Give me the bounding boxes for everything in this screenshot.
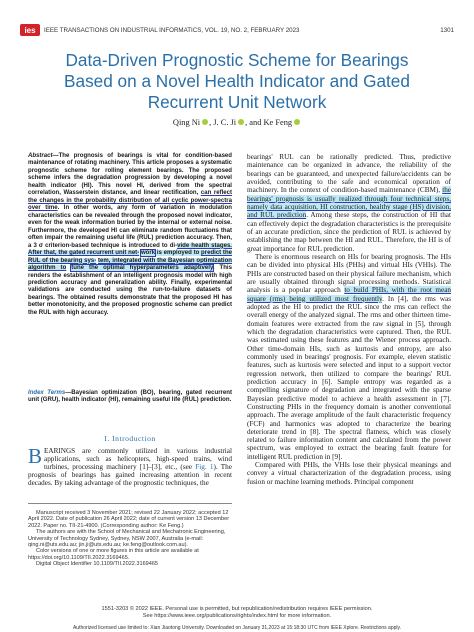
right-column-text: [247, 153, 451, 486]
paragraph: [247, 153, 451, 253]
index-terms-label: Index Terms: [28, 390, 66, 396]
license-notice: Authorized licensed use limited to: Xian Jiaotong University. Downloaded on January 31,2023 at 15:18:30 UTC from IEEE Xplore. Restrictions apply.: [72, 625, 402, 631]
title-line-2: Based on a Novel Health Indicator and Gated: [64, 71, 410, 91]
orcid-icon[interactable]: [202, 119, 208, 125]
copyright-notice: [20, 606, 454, 619]
paragraph: Compared with PHIs, the VHIs lose their physical meanings and convey a virtual characterization of the degradation process, using fusion or machine learning methods. Principal component: [247, 461, 451, 486]
page-number: 1301: [440, 27, 454, 34]
orcid-icon[interactable]: [238, 119, 244, 125]
footnote-doi: Digital Object Identifier 10.1109/TII.2022.3169465: [36, 561, 159, 568]
intro-paragraph: [28, 444, 232, 487]
index-terms: [28, 390, 232, 405]
title-line-3: Recurrent Unit Network: [147, 92, 327, 112]
journal-name: IEEE TRANSACTIONS ON INDUSTRIAL INFORMATICS, VOL. 19, NO. 2, FEBRUARY 2023: [44, 27, 300, 34]
index-terms-text: —Bayesian optimization (BO), bearing, gated recurrent unit (GRU), health indicator (HI), remaining useful life (RUL) prediction.: [28, 390, 232, 404]
author-name: , and Ke Feng: [245, 118, 293, 127]
abstract-text: —The prognosis of bearings is vital for condition-based maintenance of rotating machinery. This article proposes a systematic prognostic scheme for rolling element bearings. The proposed scheme infers the degradation progression by developing a novel health indicator (HI). This novel HI, derived from the spectral correlation, Wasserstein distance, and linear rectification,: [28, 153, 232, 197]
underlined-text: can reflect the changes in the probability distribution of all cyclic power-spectra over time: [28, 190, 233, 212]
paragraph-text: bearings' RUL can be rationally predicted. Thus, predictive maintenance can be organized in advance, the reliability of the bearings can be guaranteed, and unexpected failure/accidents can be avoided, contributing to the safe and economical operation of machinery. In the context of condition-based maintenance (CBM),: [247, 153, 451, 195]
abstract-text: . In other words, any form of variation in modulation characteristics can be revealed through the proposed novel indicator, even for the weak information buried by the internal or external noise. Furthermore, the developed HI can eliminate random fluctuations that often impair the remaining useful life (RUL) prediction accuracy. Then, a 3 σ criterion-based technique is introduced to di-: [28, 205, 232, 249]
abstract-text: . This renders the establishment of an intelligent prognosis model with high prediction accuracy and generalization ability. Finally, experimental validations are conducted using the run-to-failure datasets of bearings. The obtained results demonstrate that the proposed HI has better monotonicity, and the proposed prognostic scheme can predict the RUL with high accuracy.: [28, 265, 232, 316]
highlighted-text: to build PHIs, with the root mean square (rms) being utilized most frequently: [247, 286, 451, 303]
section-heading: I. Introduction: [104, 434, 156, 443]
highlighted-text: tune the optimal hyperparameters adaptively: [71, 265, 213, 272]
footnote: [28, 510, 232, 568]
highlighted-text: tem, integrated with the Bayesian optimization algorithm to: [28, 257, 232, 272]
figure-link[interactable]: Fig. 1: [195, 463, 214, 471]
footnote-manuscript: Manuscript received 3 November 2021; revised 22 January 2022; accepted 12 April 2022. Date of publication 26 April 2022; date of current version 13 December 2022. Paper no. TII-21-4900. (Corresponding author: Ke Feng.): [28, 510, 230, 529]
author-name: Qing Ni: [172, 118, 201, 127]
copyright-line-2: See https://www.ieee.org/publications/rights/index.html for more information.: [142, 612, 332, 619]
paragraph-text: There is enormous research on HIs for bearing prognosis. The HIs can be divided into physical HIs (PHIs) and virtual HIs (VHIs). The PHIs are constructed based on their physical failure mechanism, which are usually obtained through signal processing methods. Statistical analysis is a popular approach: [247, 252, 451, 295]
highlighted-text: vide health stages. After that, the gated recurrent unit net-: [28, 242, 232, 257]
author-name: , J. C. Ji: [209, 118, 237, 127]
paragraph: [247, 253, 451, 461]
running-header: [20, 25, 454, 37]
author-list: [20, 118, 454, 127]
logo-text: ies: [24, 26, 36, 35]
highlighted-text: is employed to: [155, 250, 202, 257]
title-line-1: Data-Driven Prognostic Scheme for Bearings: [65, 50, 409, 70]
highlighted-text: the bearings' prognosis is usually realized through four technical steps, namely data acquisition, HI construction, healthy stage (HS) division, and RUL prediction: [247, 186, 451, 220]
footnote-divider: [28, 503, 232, 504]
intro-text: EARINGS are commonly utilized in various industrial applications, such as helicopters, high-speed trains, wind turbines, processing machinery [1]–[3], etc., (see: [44, 447, 232, 471]
drop-cap: B: [28, 444, 43, 468]
ies-logo-icon: [20, 24, 40, 36]
highlighted-text: work: [140, 250, 156, 257]
copyright-line-1: 1551-3203 © 2022 IEEE. Personal use is permitted, but republication/redistribution requires IEEE permission.: [101, 606, 373, 612]
paragraph-text: . In [4], the rms was adopted as the HI to predict the RUL since the rms can reflect the overall energy of the analyzed signal. The rms and other thirteen time-domain features were extracted from the raw signal in [5], through which the degradation characteristics were captured. Then, the RUL was estimated using these features and the Wiener process approach. Other time-domain HIs, such as kurtosis and entropy, are also commonly used in bearings' prognosis. For example, eleven statistic features, such as kurtosis were selected and input to a support vector regression network, then utilized to compare the bearings' RUL prediction accuracy in [6]. Sample entropy was regarded as a compelling signature of degradation and integrated with the sparse Bayesian predictive model to achieve a health assessment in [7]. Constructing PHIs in the frequency domain is another conventional approach. The average amplitude of the fault characteristic frequency (FCF) and harmonics was adopted to characterize the bearing deteriorate trend in [8]. The spectral flatness, which was closely related to failure information content and calculated from the power spectrum, was employed to extract the bearing fault feature for intelligent RUL prediction in [9].: [247, 294, 451, 461]
abstract: [28, 153, 232, 317]
paragraph-text: . Among these steps, the construction of HI that can effectively depict the degradation characteristics is the prerequisite of an accurate prediction, since the prediction of RUL is achieved by establishing the map between the HI and RUL. Therefore, the HI is of great importance for RUL prediction.: [247, 211, 451, 253]
footnote-color: Color versions of one or more figures in this article are available at https://doi.org/10.1109/TII.2022.3169465.: [28, 548, 199, 561]
highlighted-text: predict the RUL of the bearing sys-: [28, 250, 232, 264]
footnote-affiliation: The authors are with the School of Mechanical and Mechatronic Engineering, University of Technology Sydney, Sydney, NSW 2007, Australia (e-mail: qing.ni@uts.edu.au; jin.ji@uts.edu.au; ke.feng@outlook.com.au).: [28, 529, 226, 549]
abstract-label: Abstract: [28, 153, 53, 159]
paper-title: [20, 50, 454, 113]
intro-text: ). The prognosis of bearings has gained increasing attention in recent decades. By taking advantage of the prognostic techniques, the: [28, 463, 232, 487]
orcid-icon[interactable]: [294, 119, 300, 125]
